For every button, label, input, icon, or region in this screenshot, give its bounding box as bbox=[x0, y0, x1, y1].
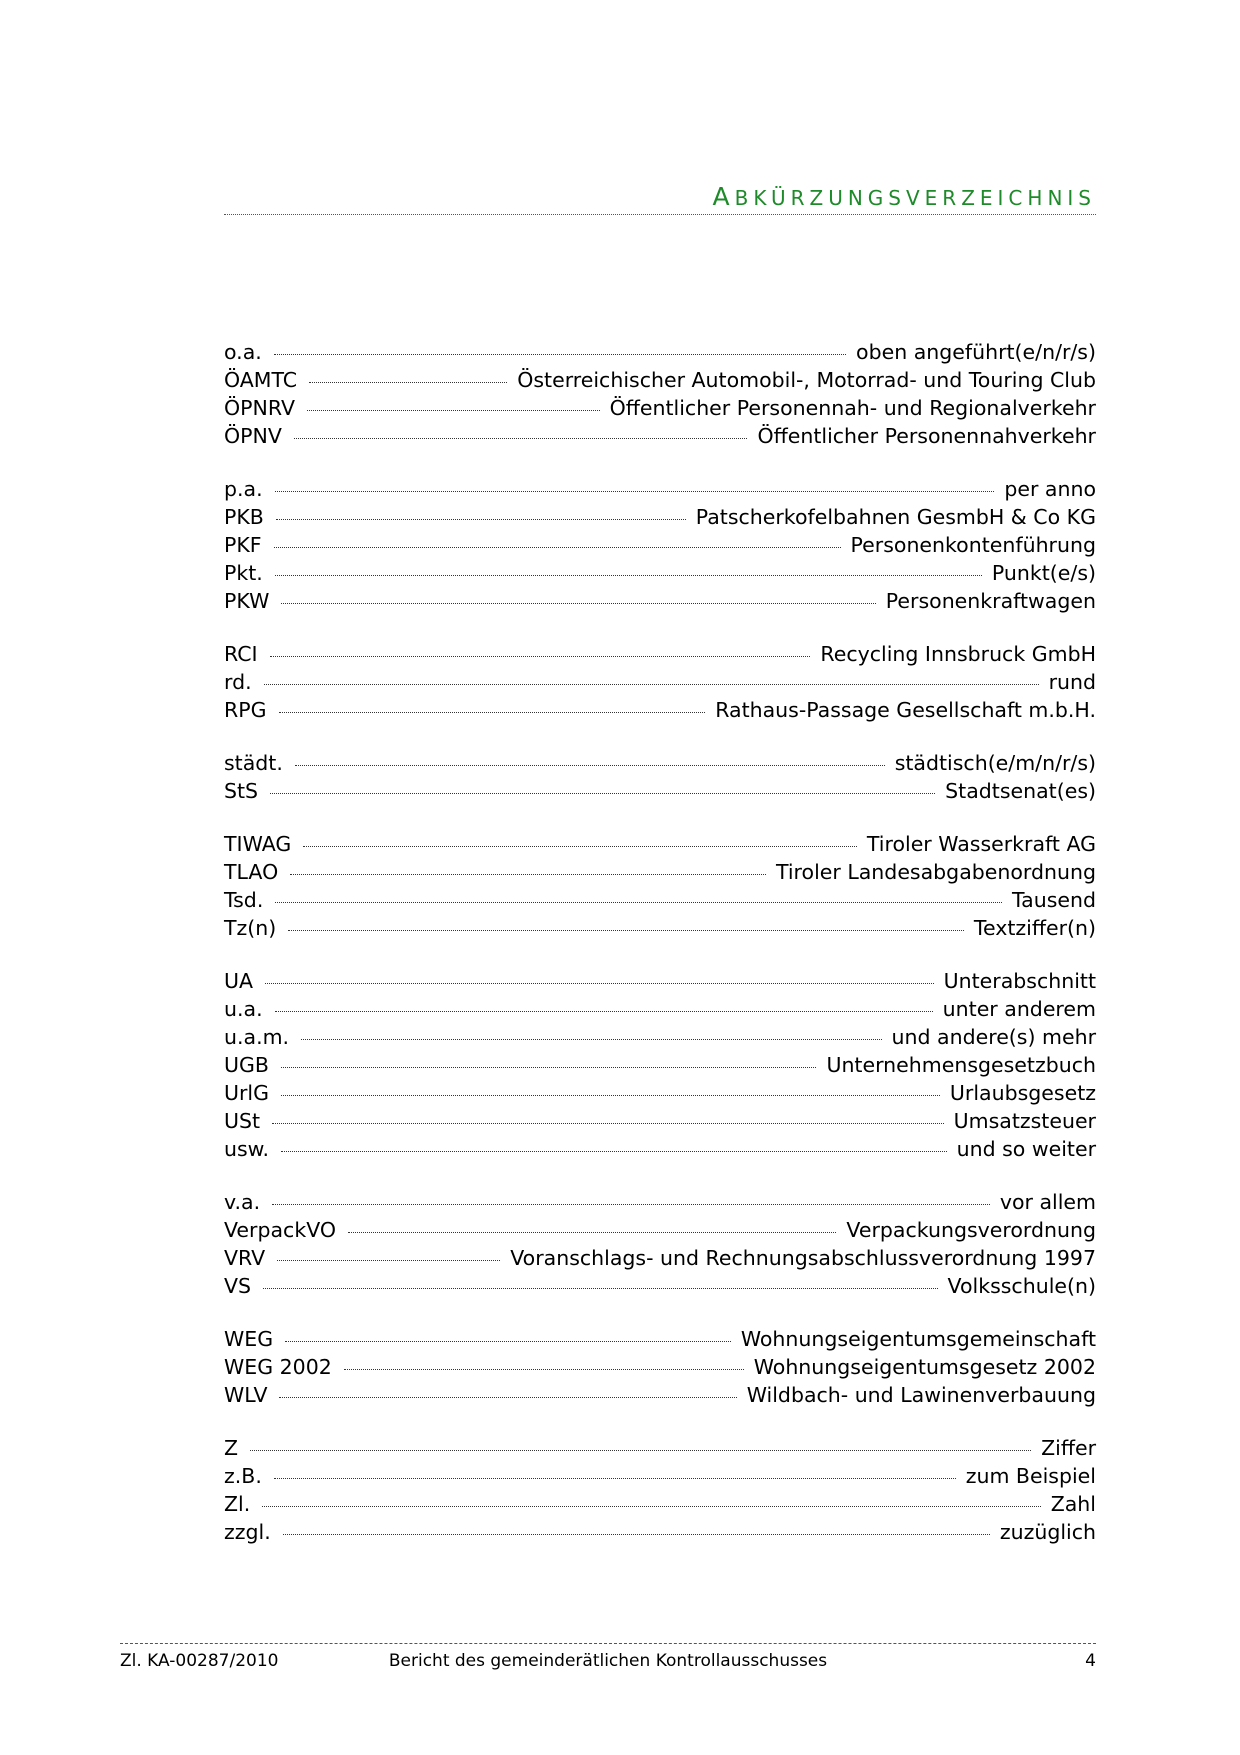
definition: Personenkontenführung bbox=[850, 533, 1096, 557]
definition: Wohnungseigentumsgemeinschaft bbox=[740, 1327, 1096, 1351]
list-item bbox=[224, 1434, 1096, 1462]
title-initial: A bbox=[712, 182, 735, 211]
list-item bbox=[224, 830, 1096, 858]
list-item bbox=[224, 394, 1096, 422]
dot-leader bbox=[279, 1397, 736, 1398]
list-item bbox=[224, 886, 1096, 914]
definition: Volksschule(n) bbox=[947, 1274, 1096, 1298]
dot-leader bbox=[281, 603, 875, 604]
dot-leader bbox=[283, 1534, 990, 1535]
list-item bbox=[224, 1381, 1096, 1409]
dot-leader bbox=[275, 902, 1002, 903]
list-item bbox=[224, 777, 1096, 805]
definition: unter anderem bbox=[942, 997, 1096, 1021]
definition: Patscherkofelbahnen GesmbH & Co KG bbox=[695, 505, 1096, 529]
abbreviation: usw. bbox=[224, 1137, 270, 1161]
abbreviation: Zl. bbox=[224, 1492, 251, 1516]
dot-leader bbox=[281, 1067, 816, 1068]
definition: oben angeführt(e/n/r/s) bbox=[856, 340, 1096, 364]
list-item bbox=[224, 338, 1096, 366]
dot-leader bbox=[348, 1232, 836, 1233]
list-item bbox=[224, 587, 1096, 615]
list-item bbox=[224, 640, 1096, 668]
abbreviation-group bbox=[224, 475, 1096, 615]
dot-leader bbox=[270, 793, 935, 794]
list-item bbox=[224, 559, 1096, 587]
definition: Punkt(e/s) bbox=[991, 561, 1096, 585]
abbreviation: TIWAG bbox=[224, 832, 292, 856]
abbreviation: ÖAMTC bbox=[224, 368, 298, 392]
dot-leader bbox=[263, 1288, 937, 1289]
list-item bbox=[224, 995, 1096, 1023]
abbreviation: VerpackVO bbox=[224, 1218, 336, 1242]
page-footer bbox=[120, 1648, 1096, 1674]
dot-leader bbox=[285, 1341, 731, 1342]
list-item bbox=[224, 366, 1096, 394]
list-item bbox=[224, 914, 1096, 942]
list-item bbox=[224, 1490, 1096, 1518]
definition: Zahl bbox=[1050, 1492, 1096, 1516]
page-number: 4 bbox=[1085, 1651, 1096, 1671]
definition: Tiroler Landesabgabenordnung bbox=[775, 860, 1096, 884]
dot-leader bbox=[288, 930, 964, 931]
list-item bbox=[224, 1079, 1096, 1107]
definition: Tiroler Wasserkraft AG bbox=[866, 832, 1096, 856]
dot-leader bbox=[262, 1506, 1040, 1507]
list-item bbox=[224, 1353, 1096, 1381]
definition: Wildbach- und Lawinenverbauung bbox=[746, 1383, 1096, 1407]
abbreviation: Tsd. bbox=[224, 888, 264, 912]
abbreviation-group bbox=[224, 1434, 1096, 1546]
abbreviation: USt bbox=[224, 1109, 261, 1133]
abbreviation-list bbox=[224, 338, 1096, 1571]
dot-leader bbox=[344, 1369, 744, 1370]
abbreviation: PKB bbox=[224, 505, 264, 529]
abbreviation: u.a.m. bbox=[224, 1025, 290, 1049]
list-item bbox=[224, 1188, 1096, 1216]
page-title bbox=[224, 182, 1096, 211]
definition: vor allem bbox=[999, 1190, 1096, 1214]
dot-leader bbox=[274, 354, 846, 355]
list-item bbox=[224, 1135, 1096, 1163]
abbreviation: UA bbox=[224, 969, 254, 993]
dot-leader bbox=[295, 765, 885, 766]
list-item bbox=[224, 967, 1096, 995]
abbreviation-group bbox=[224, 640, 1096, 724]
definition: Ziffer bbox=[1041, 1436, 1096, 1460]
title-rest: BKÜRZUNGSVERZEICHNIS bbox=[734, 186, 1096, 210]
abbreviation-group bbox=[224, 338, 1096, 450]
footer-divider bbox=[120, 1643, 1096, 1644]
list-item bbox=[224, 1272, 1096, 1300]
definition: städtisch(e/m/n/r/s) bbox=[894, 751, 1096, 775]
definition: Urlaubsgesetz bbox=[949, 1081, 1096, 1105]
definition: Wohnungseigentumsgesetz 2002 bbox=[753, 1355, 1096, 1379]
abbreviation: RPG bbox=[224, 698, 267, 722]
definition: und andere(s) mehr bbox=[891, 1025, 1096, 1049]
definition: Personenkraftwagen bbox=[885, 589, 1096, 613]
definition: Tausend bbox=[1012, 888, 1096, 912]
dot-leader bbox=[272, 1204, 990, 1205]
dot-leader bbox=[275, 491, 995, 492]
header-divider bbox=[224, 214, 1096, 215]
dot-leader bbox=[279, 712, 706, 713]
list-item bbox=[224, 696, 1096, 724]
abbreviation: zzgl. bbox=[224, 1520, 271, 1544]
dot-leader bbox=[303, 846, 857, 847]
dot-leader bbox=[274, 1478, 956, 1479]
definition: Öffentlicher Personennahverkehr bbox=[757, 424, 1096, 448]
abbreviation-group bbox=[224, 1325, 1096, 1409]
dot-leader bbox=[281, 1095, 940, 1096]
dot-leader bbox=[290, 874, 766, 875]
dot-leader bbox=[281, 1151, 947, 1152]
dot-leader bbox=[301, 1039, 881, 1040]
footer-reference: Zl. KA-00287/2010 bbox=[120, 1651, 279, 1671]
list-item bbox=[224, 858, 1096, 886]
definition: zuzüglich bbox=[999, 1520, 1096, 1544]
abbreviation: u.a. bbox=[224, 997, 263, 1021]
abbreviation: PKW bbox=[224, 589, 270, 613]
abbreviation: ÖPNRV bbox=[224, 396, 295, 420]
definition: Voranschlags- und Rechnungsabschlussverordnung 1997 bbox=[510, 1246, 1096, 1270]
definition: Unterabschnitt bbox=[943, 969, 1096, 993]
dot-leader bbox=[264, 684, 1039, 685]
abbreviation-group bbox=[224, 830, 1096, 942]
abbreviation: rd. bbox=[224, 670, 252, 694]
abbreviation: VRV bbox=[224, 1246, 266, 1270]
abbreviation: UGB bbox=[224, 1053, 269, 1077]
list-item bbox=[224, 1462, 1096, 1490]
definition: Recycling Innsbruck GmbH bbox=[820, 642, 1096, 666]
dot-leader bbox=[275, 1011, 933, 1012]
abbreviation: VS bbox=[224, 1274, 252, 1298]
abbreviation: o.a. bbox=[224, 340, 262, 364]
definition: per anno bbox=[1004, 477, 1096, 501]
list-item bbox=[224, 668, 1096, 696]
abbreviation: v.a. bbox=[224, 1190, 261, 1214]
abbreviation: Pkt. bbox=[224, 561, 263, 585]
definition: Verpackungsverordnung bbox=[846, 1218, 1096, 1242]
definition: und so weiter bbox=[956, 1137, 1096, 1161]
list-item bbox=[224, 1023, 1096, 1051]
list-item bbox=[224, 1051, 1096, 1079]
abbreviation: RCI bbox=[224, 642, 258, 666]
abbreviation: TLAO bbox=[224, 860, 279, 884]
list-item bbox=[224, 422, 1096, 450]
abbreviation: städt. bbox=[224, 751, 283, 775]
list-item bbox=[224, 1518, 1096, 1546]
dot-leader bbox=[274, 547, 841, 548]
abbreviation: ÖPNV bbox=[224, 424, 282, 448]
abbreviation-group bbox=[224, 1188, 1096, 1300]
definition: rund bbox=[1048, 670, 1096, 694]
definition: Rathaus-Passage Gesellschaft m.b.H. bbox=[715, 698, 1096, 722]
abbreviation: p.a. bbox=[224, 477, 263, 501]
dot-leader bbox=[309, 382, 507, 383]
abbreviation: WLV bbox=[224, 1383, 268, 1407]
abbreviation: z.B. bbox=[224, 1464, 262, 1488]
abbreviation: Tz(n) bbox=[224, 916, 277, 940]
list-item bbox=[224, 475, 1096, 503]
definition: Unternehmensgesetzbuch bbox=[826, 1053, 1096, 1077]
dot-leader bbox=[272, 1123, 944, 1124]
abbreviation: WEG 2002 bbox=[224, 1355, 332, 1379]
list-item bbox=[224, 503, 1096, 531]
dot-leader bbox=[270, 656, 811, 657]
list-item bbox=[224, 1216, 1096, 1244]
dot-leader bbox=[275, 575, 982, 576]
dot-leader bbox=[276, 519, 686, 520]
definition: Umsatzsteuer bbox=[953, 1109, 1096, 1133]
abbreviation-group bbox=[224, 749, 1096, 805]
definition: Österreichischer Automobil-, Motorrad- und Touring Club bbox=[517, 368, 1096, 392]
dot-leader bbox=[265, 983, 934, 984]
list-item bbox=[224, 1107, 1096, 1135]
abbreviation-group bbox=[224, 967, 1096, 1163]
definition: zum Beispiel bbox=[965, 1464, 1096, 1488]
dot-leader bbox=[250, 1450, 1031, 1451]
abbreviation: WEG bbox=[224, 1327, 274, 1351]
abbreviation: UrlG bbox=[224, 1081, 270, 1105]
dot-leader bbox=[277, 1260, 500, 1261]
dot-leader bbox=[307, 410, 600, 411]
list-item bbox=[224, 1325, 1096, 1353]
list-item bbox=[224, 749, 1096, 777]
definition: Textziffer(n) bbox=[973, 916, 1096, 940]
abbreviation: PKF bbox=[224, 533, 262, 557]
footer-report-title: Bericht des gemeinderätlichen Kontrollausschusses bbox=[388, 1651, 828, 1671]
dot-leader bbox=[294, 438, 748, 439]
definition: Öffentlicher Personennah- und Regionalverkehr bbox=[609, 396, 1096, 420]
abbreviation: Z bbox=[224, 1436, 239, 1460]
list-item bbox=[224, 531, 1096, 559]
abbreviation: StS bbox=[224, 779, 259, 803]
list-item bbox=[224, 1244, 1096, 1272]
definition: Stadtsenat(es) bbox=[945, 779, 1096, 803]
